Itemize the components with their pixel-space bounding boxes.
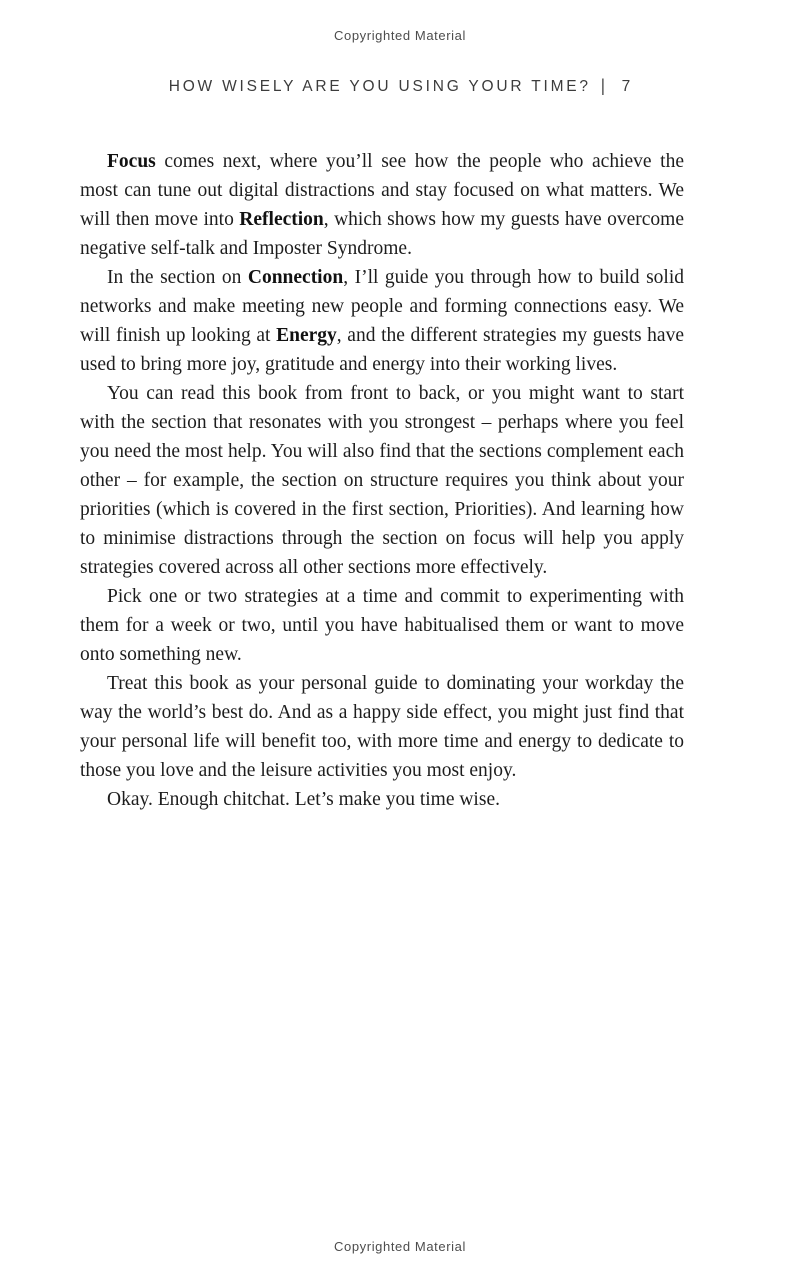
body-text bbox=[80, 147, 684, 814]
paragraph: In the section on Connection, I’ll guide you through how to build solid networks and make meeting new people and forming connections easy. We will finish up looking at Energy, and the different strategies my guests have used to bring more joy, gratitude and energy into their working lives. bbox=[80, 267, 684, 375]
copyright-notice-top: Copyrighted Material bbox=[334, 28, 466, 43]
paragraph: Okay. Enough chitchat. Let’s make you time wise. bbox=[107, 789, 500, 810]
running-header bbox=[0, 78, 800, 96]
page-number: 7 bbox=[621, 78, 632, 95]
chapter-title: HOW WISELY ARE YOU USING YOUR TIME? bbox=[168, 78, 591, 95]
paragraph: Treat this book as your personal guide to dominating your workday the way the world’s best do. And as a happy side effect, you might just find that your personal life will benefit too, with more time and energy to dedicate to those you love and the leisure activities you most enjoy. bbox=[80, 673, 684, 781]
paragraph: Pick one or two strategies at a time and commit to experimenting with them for a week or two, until you have habitualised them or want to move onto something new. bbox=[80, 586, 684, 665]
header-separator: | bbox=[600, 76, 608, 97]
paragraph: Focus comes next, where you’ll see how the people who achieve the most can tune out digital distractions and stay focused on what matters. We will then move into Reflection, which shows how my guests have overcome negative self-talk and Imposter Syndrome. bbox=[80, 151, 684, 259]
copyright-notice-bottom: Copyrighted Material bbox=[334, 1239, 466, 1254]
paragraph: You can read this book from front to back, or you might want to start with the section that resonates with you strongest – perhaps where you feel you need the most help. You will also find that the sections complement each other – for example, the section on structure requires you think about your priorities (which is covered in the first section, Priorities). And learning how to minimise distractions through the section on focus will help you apply strategies covered across all other sections more effectively. bbox=[80, 383, 684, 578]
